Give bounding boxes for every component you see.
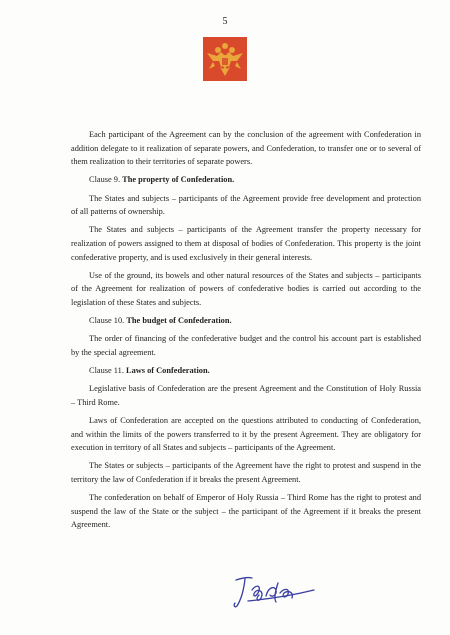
clause-label: Clause 11.: [89, 366, 124, 376]
clause-title: The property of Confederation.: [122, 175, 235, 185]
document-body: [71, 128, 421, 537]
body-paragraph: The confederation on behalf of Emperor of Holy Russia – Third Rome has the right to protest and suspend the law of the State or the subject – the participant of the Agreement if it breaks the present Agreement.: [71, 493, 421, 530]
body-paragraph: The States and subjects – participants of the Agreement transfer the property necessary for realization of powers assigned to them at disposal of bodies of Confederation. This property is the joint confederative property, and is used exclusively in their general interests.: [71, 225, 421, 262]
clause-title: Laws of Confederation.: [126, 366, 210, 376]
clause-heading: [71, 314, 421, 328]
body-paragraph: Legislative basis of Confederation are the present Agreement and the Constitution of Holy Russia – Third Rome.: [71, 384, 421, 407]
body-paragraph: The States or subjects – participants of the Agreement have the right to protest and suspend in the territory the law of Confederation if it breaks the present Agreement.: [71, 461, 421, 484]
body-paragraph: Laws of Confederation are accepted on the questions attributed to conducting of Confederation, and within the limits of the powers transferred to it by the present Agreement. They are obligatory for execution in territory of all States and subjects – participants of the Agreement.: [71, 416, 421, 453]
handwritten-signature-icon: [228, 568, 318, 612]
body-paragraph: The order of financing of the confederative budget and the control his account part is established by the special agreement.: [71, 334, 421, 357]
clause-heading: [71, 173, 421, 187]
clause-heading: [71, 364, 421, 378]
body-paragraph: The States and subjects – participants of the Agreement provide free development and protection of all patterns of ownership.: [71, 193, 421, 217]
double-headed-eagle-icon: [203, 37, 247, 81]
body-paragraph: Use of the ground, its bowels and other natural resources of the States and subjects – participants of the Agreement for realization of powers of confederative bodies is carried out according to the legislation of these States and subjects.: [71, 270, 421, 307]
body-paragraph: Each participant of the Agreement can by the conclusion of the agreement with Confederation in addition delegate to it realization of separate powers, and Confederation, to transfer one or to several of them realization to their territories of separate powers.: [71, 130, 421, 167]
clause-label: Clause 10.: [89, 316, 125, 326]
clause-label: Clause 9.: [89, 175, 121, 185]
clause-title: The budget of Confederation.: [126, 316, 232, 326]
page-number: 5: [222, 16, 228, 27]
